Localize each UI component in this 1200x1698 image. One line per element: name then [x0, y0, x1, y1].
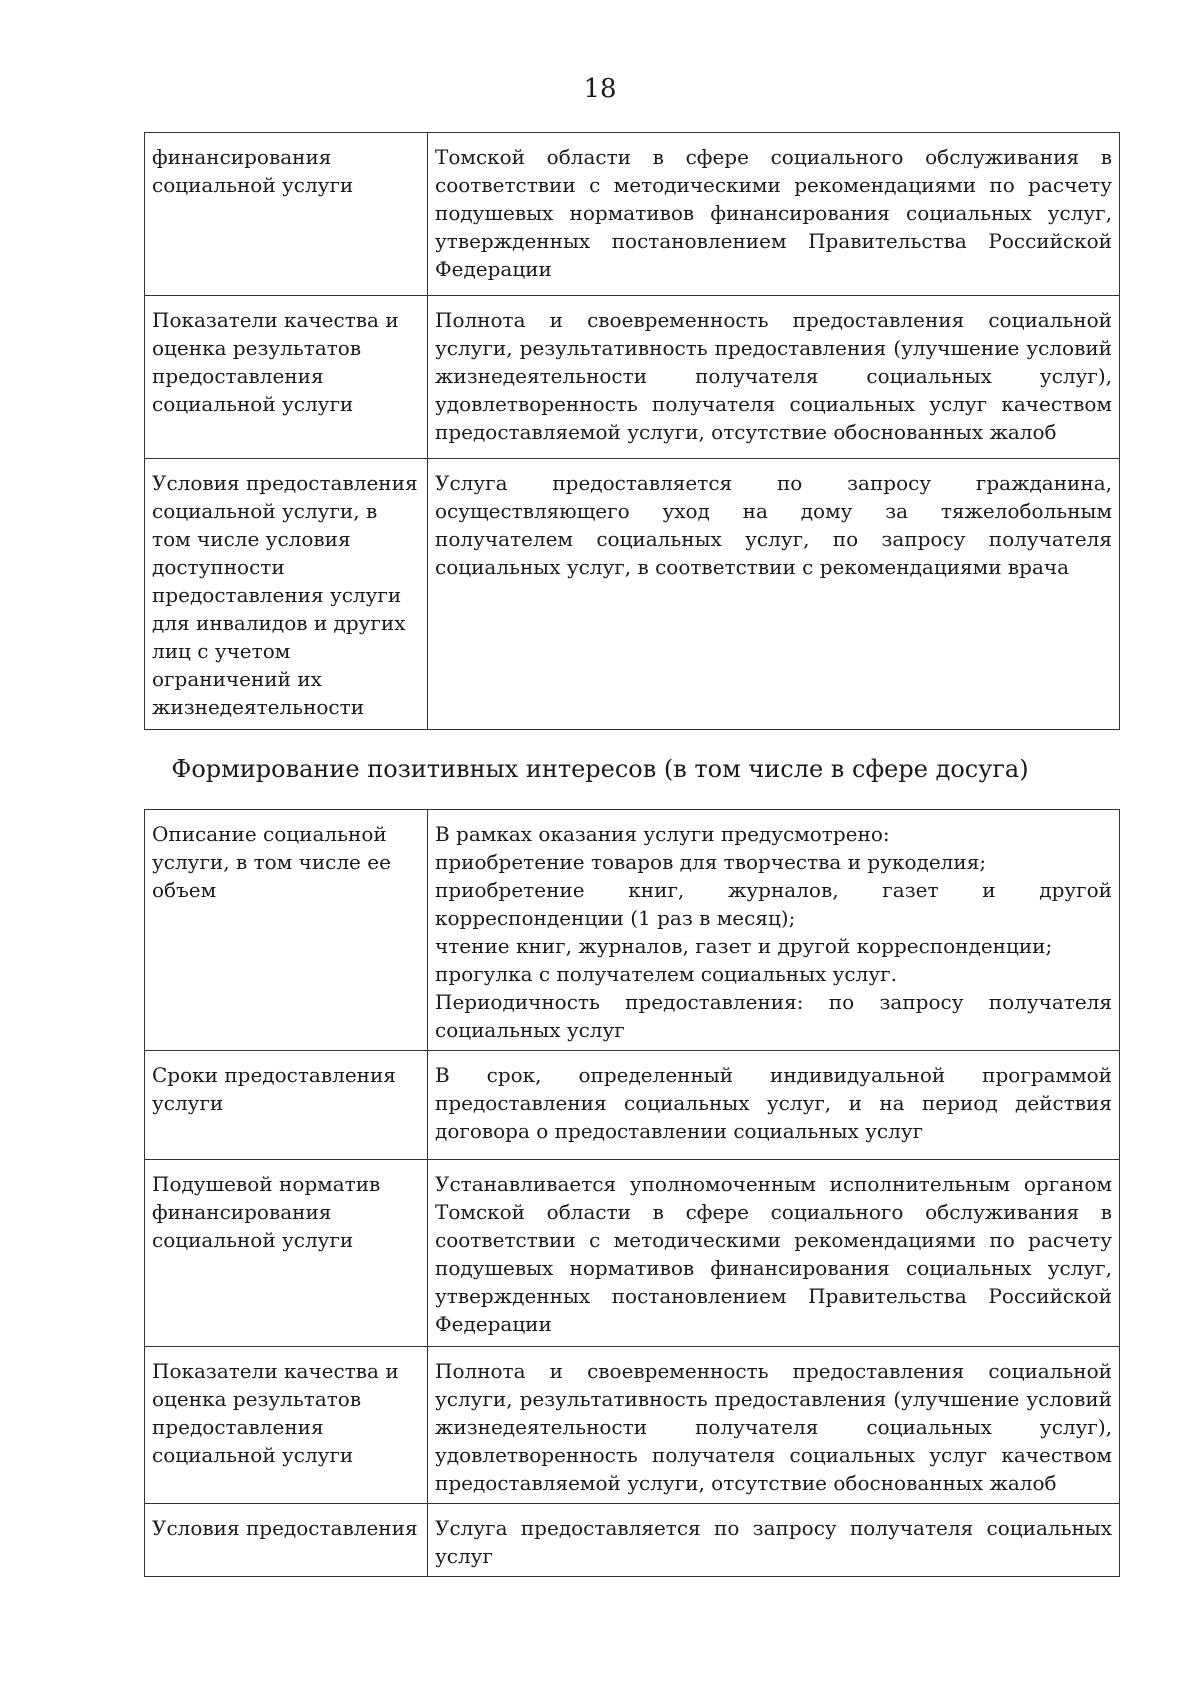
row-value-list	[428, 810, 1120, 1051]
table-row	[145, 459, 1120, 730]
table-row	[145, 296, 1120, 459]
value-line: чтение книг, журналов, газет и другой корреспонденции;	[435, 934, 1053, 958]
row-label: Сроки предоставления услуги	[145, 1051, 428, 1160]
row-label: Подушевой норматив финансирования социальной услуги	[145, 1160, 428, 1347]
row-value: Услуга предоставляется по запросу получателя социальных услуг	[428, 1504, 1120, 1577]
section-heading: Формирование позитивных интересов (в том числе в сфере досуга)	[171, 755, 1029, 783]
table-row	[145, 810, 1120, 1051]
value-line: Периодичность предоставления: по запросу получателя социальных услуг	[435, 990, 1112, 1042]
table-row	[145, 1347, 1120, 1504]
row-label: Описание социальной услуги, в том числе ее объем	[145, 810, 428, 1051]
row-label: Показатели качества и оценка результатов предоставления социальной услуги	[145, 296, 428, 459]
value-line: приобретение книг, журналов, газет и другой корреспонденции (1 раз в месяц);	[435, 878, 1112, 930]
row-label: Условия предоставления социальной услуги, в том числе условия доступности предоставления услуги для инвалидов и других лиц с учетом ограничений их жизнедеятельности	[145, 459, 428, 730]
row-value: Томской области в сфере социального обслуживания в соответствии с методическими рекомендациями по расчету подушевых нормативов финансирования социальных услуг, утвержденных постановлением Правительства Российской Федерации	[428, 133, 1120, 296]
value-line: прогулка с получателем социальных услуг.	[435, 962, 897, 986]
row-label: Показатели качества и оценка результатов предоставления социальной услуги	[145, 1347, 428, 1504]
row-value: Услуга предоставляется по запросу гражданина, осуществляющего уход на дому за тяжелобольным получателем социальных услуг, по запросу получателя социальных услуг, в соответствии с рекомендациями врача	[428, 459, 1120, 730]
table-row	[145, 1160, 1120, 1347]
service-table-leisure	[144, 809, 1120, 1577]
row-label: финансирования социальной услуги	[145, 133, 428, 296]
value-line: В рамках оказания услуги предусмотрено:	[435, 822, 890, 846]
value-line: приобретение товаров для творчества и рукоделия;	[435, 850, 987, 874]
row-value: В срок, определенный индивидуальной программой предоставления социальных услуг, и на период действия договора о предоставлении социальных услуг	[428, 1051, 1120, 1160]
table-row	[145, 1051, 1120, 1160]
row-label: Условия предоставления	[145, 1504, 428, 1577]
row-value: Полнота и своевременность предоставления социальной услуги, результативность предоставления (улучшение условий жизнедеятельности получателя социальных услуг), удовлетворенность получателя социальных услуг качеством предоставляемой услуги, отсутствие обоснованных жалоб	[428, 1347, 1120, 1504]
row-value: Полнота и своевременность предоставления социальной услуги, результативность предоставления (улучшение условий жизнедеятельности получателя социальных услуг), удовлетворенность получателя социальных услуг качеством предоставляемой услуги, отсутствие обоснованных жалоб	[428, 296, 1120, 459]
table-row	[145, 133, 1120, 296]
row-value: Устанавливается уполномоченным исполнительным органом Томской области в сфере социального обслуживания в соответствии с методическими рекомендациями по расчету подушевых нормативов финансирования социальных услуг, утвержденных постановлением Правительства Российской Федерации	[428, 1160, 1120, 1347]
table-row	[145, 1504, 1120, 1577]
page-number: 18	[583, 74, 617, 104]
service-table-continued	[144, 132, 1120, 730]
